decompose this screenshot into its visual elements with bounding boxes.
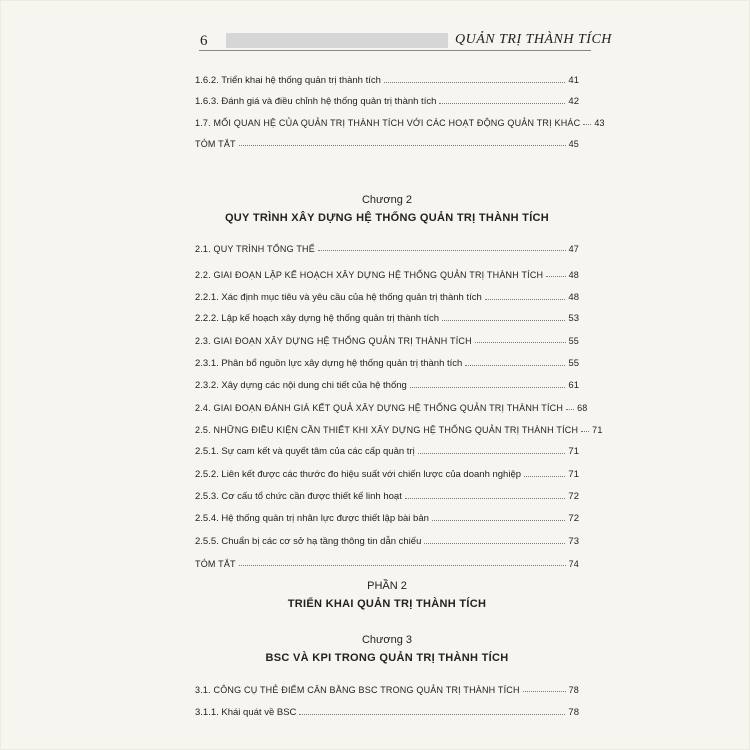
toc-entry-label: 2.5.1. Sự cam kết và quyết tâm của các cấp quản trị — [195, 446, 415, 457]
toc-entry-label: 2.4. GIAI ĐOẠN ĐÁNH GIÁ KẾT QUẢ XÂY DỰNG HỆ THỐNG QUẢN TRỊ THÀNH TÍCH — [195, 403, 564, 413]
toc-entry[interactable] — [195, 679, 579, 695]
toc-entry-page: 71 — [592, 425, 603, 435]
toc-entry[interactable] — [195, 112, 605, 128]
leader-dots — [410, 387, 566, 388]
leader-dots — [384, 82, 566, 83]
toc-entry[interactable] — [195, 70, 579, 86]
toc-entry-label: TÓM TẮT — [195, 559, 236, 569]
part-2-number: PHẦN 2 — [367, 580, 407, 592]
toc-entry-page: 61 — [568, 380, 579, 391]
toc-entry-page: 41 — [568, 75, 579, 86]
toc-entry-page: 78 — [568, 685, 579, 695]
toc-entry-label: 2.2. GIAI ĐOẠN LẬP KẾ HOẠCH XÂY DỰNG HỆ THỐNG QUẢN TRỊ THÀNH TÍCH — [195, 270, 544, 280]
toc-entry-label: 2.3.1. Phân bổ nguồn lực xây dựng hệ thống quản trị thành tích — [195, 358, 463, 369]
leader-dots — [465, 365, 565, 366]
toc-entry-label: 2.3. GIAI ĐOẠN XÂY DỰNG HỆ THỐNG QUẢN TRỊ THÀNH TÍCH — [195, 336, 472, 346]
toc-entry-page: 48 — [568, 270, 579, 280]
header-band — [226, 33, 448, 48]
part-2-title: TRIỂN KHAI QUẢN TRỊ THÀNH TÍCH — [287, 598, 487, 610]
toc-entry-page: 71 — [568, 446, 579, 457]
leader-dots — [318, 250, 566, 251]
toc-entry-label: 3.1.1. Khái quát về BSC — [195, 707, 297, 718]
toc-entry[interactable] — [195, 353, 579, 369]
leader-dots — [566, 409, 574, 410]
toc-entry-label: 2.3.2. Xây dựng các nội dung chi tiết của hệ thống — [195, 380, 407, 391]
toc-entry-label: 2.2.1. Xác định mục tiêu và yêu cầu của hệ thống quản trị thành tích — [195, 292, 482, 303]
leader-dots — [299, 714, 565, 715]
toc-entry-page: 45 — [568, 139, 579, 149]
toc-entry[interactable] — [195, 264, 579, 280]
toc-entry-page: 55 — [568, 336, 579, 346]
leader-dots — [581, 431, 589, 432]
toc-entry-page: 48 — [568, 292, 579, 303]
toc-entry-label: 1.6.2. Triển khai hệ thống quản trị thành tích — [195, 75, 381, 86]
toc-entry[interactable] — [195, 133, 579, 149]
toc-entry-page: 71 — [568, 469, 579, 480]
toc-entry[interactable] — [195, 238, 579, 254]
toc-entry-label: 2.5.2. Liên kết được các thước đo hiệu suất với chiến lược của doanh nghiệp — [195, 469, 522, 480]
toc-entry-page: 72 — [568, 491, 579, 502]
leader-dots — [442, 320, 565, 321]
leader-dots — [439, 103, 565, 104]
toc-entry[interactable] — [195, 308, 579, 324]
toc-entry-page: 78 — [568, 707, 579, 718]
chapter-2-number: Chương 2 — [361, 194, 413, 206]
running-title: QUẢN TRỊ THÀNH TÍCH — [455, 32, 612, 47]
leader-dots — [485, 299, 566, 300]
toc-entry-label: 1.6.3. Đánh giá và điều chỉnh hệ thống quản trị thành tích — [195, 96, 437, 107]
page-number: 6 — [200, 33, 208, 49]
toc-entry-label: 2.1. QUY TRÌNH TỔNG THỂ — [195, 244, 315, 254]
toc-entry-page: 55 — [568, 358, 579, 369]
leader-dots — [239, 145, 566, 146]
leader-dots — [546, 276, 565, 277]
toc-entry-label: 3.1. CÔNG CỤ THẺ ĐIỂM CÂN BẰNG BSC TRONG QUẢN TRỊ THÀNH TÍCH — [195, 685, 520, 695]
toc-entry[interactable] — [195, 441, 579, 457]
toc-entry-label: 2.5.4. Hệ thống quản trị nhân lực được thiết lập bài bản — [195, 513, 429, 524]
toc-entry-label: 2.5.3. Cơ cấu tổ chức cần được thiết kế linh hoạt — [195, 491, 402, 502]
toc-entry[interactable] — [195, 486, 579, 502]
toc-entry[interactable] — [195, 330, 579, 346]
toc-entry[interactable] — [195, 419, 603, 435]
toc-entry[interactable] — [195, 702, 579, 718]
toc-entry-page: 72 — [568, 513, 579, 524]
toc-entry-page: 43 — [594, 118, 605, 128]
toc-entry[interactable] — [195, 287, 579, 303]
toc-entry[interactable] — [195, 508, 579, 524]
toc-entry-label: 2.5. NHỮNG ĐIỀU KIỆN CẦN THIẾT KHI XÂY DỰNG HỆ THỐNG QUẢN TRỊ THÀNH TÍCH — [195, 425, 579, 435]
leader-dots — [583, 124, 591, 125]
toc-entry[interactable] — [195, 91, 579, 107]
toc-entry-page: 53 — [568, 313, 579, 324]
toc-entry[interactable] — [195, 375, 579, 391]
toc-entry-page: 73 — [568, 536, 579, 547]
toc-entry-page: 68 — [577, 403, 588, 413]
leader-dots — [524, 476, 565, 477]
toc-entry-label: 1.7. MỐI QUAN HỆ CỦA QUẢN TRỊ THÀNH TÍCH VỚI CÁC HOẠT ĐỘNG QUẢN TRỊ KHÁC — [195, 118, 581, 128]
toc-entry[interactable] — [195, 553, 579, 569]
toc-entry-label: TÓM TẮT — [195, 139, 236, 149]
chapter-2-title: QUY TRÌNH XÂY DỰNG HỆ THỐNG QUẢN TRỊ THÀNH TÍCH — [224, 212, 550, 224]
toc-entry-page: 74 — [568, 559, 579, 569]
leader-dots — [475, 342, 566, 343]
leader-dots — [418, 453, 566, 454]
chapter-3-number: Chương 3 — [361, 634, 413, 646]
leader-dots — [523, 691, 566, 692]
toc-entry[interactable] — [195, 531, 579, 547]
toc-entry-page: 42 — [568, 96, 579, 107]
toc-entry-label: 2.2.2. Lập kế hoạch xây dựng hệ thống quản trị thành tích — [195, 313, 440, 324]
toc-entry[interactable] — [195, 464, 579, 480]
toc-entry[interactable] — [195, 397, 588, 413]
leader-dots — [405, 498, 566, 499]
header-rule — [199, 50, 591, 51]
leader-dots — [239, 565, 566, 566]
chapter-3-title: BSC VÀ KPI TRONG QUẢN TRỊ THÀNH TÍCH — [265, 652, 509, 664]
toc-entry-page: 47 — [568, 244, 579, 254]
toc-entry-label: 2.5.5. Chuẩn bị các cơ sở hạ tầng thông tin dẫn chiếu — [195, 536, 422, 547]
leader-dots — [424, 543, 565, 544]
leader-dots — [432, 520, 566, 521]
